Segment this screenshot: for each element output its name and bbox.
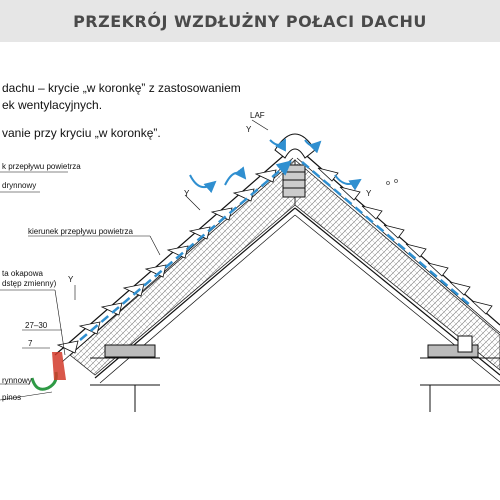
bottom-label: pinos (2, 393, 22, 402)
dimension-small-label: 7 (28, 339, 33, 348)
eaves-label-2: dstęp zmienny) (2, 279, 57, 288)
y-mark-1: Y (68, 275, 74, 284)
y-mark-4: Y (366, 189, 372, 198)
airflow-top-label: k przepływu powietrza (2, 162, 81, 171)
y-mark-2: Y (184, 189, 190, 198)
page-title: PRZEKRÓJ WZDŁUŻNY POŁACI DACHU (73, 11, 427, 31)
gutter (32, 372, 56, 389)
left-insulation (70, 160, 295, 375)
eaves-label-1: ta okapowa (2, 269, 43, 278)
description-line-2: ek wentylacyjnych. (2, 98, 103, 112)
gutter-top-label: drynnowy (2, 181, 37, 190)
gutter-bottom-label: rynnowy (2, 376, 32, 385)
airflow-label: kierunek przepływu powietrza (28, 227, 133, 236)
vent-dots (387, 180, 398, 185)
dimension-label: 27–30 (25, 321, 48, 330)
description-line-3: vanie przy kryciu „w koronkę”. (2, 126, 161, 140)
description-line-1: dachu – krycie „w koronkę” z zastosowaniem (2, 81, 241, 95)
laf-label: LAF (250, 111, 265, 120)
eaves-strip (52, 352, 66, 380)
y-mark-3: Y (246, 125, 252, 134)
